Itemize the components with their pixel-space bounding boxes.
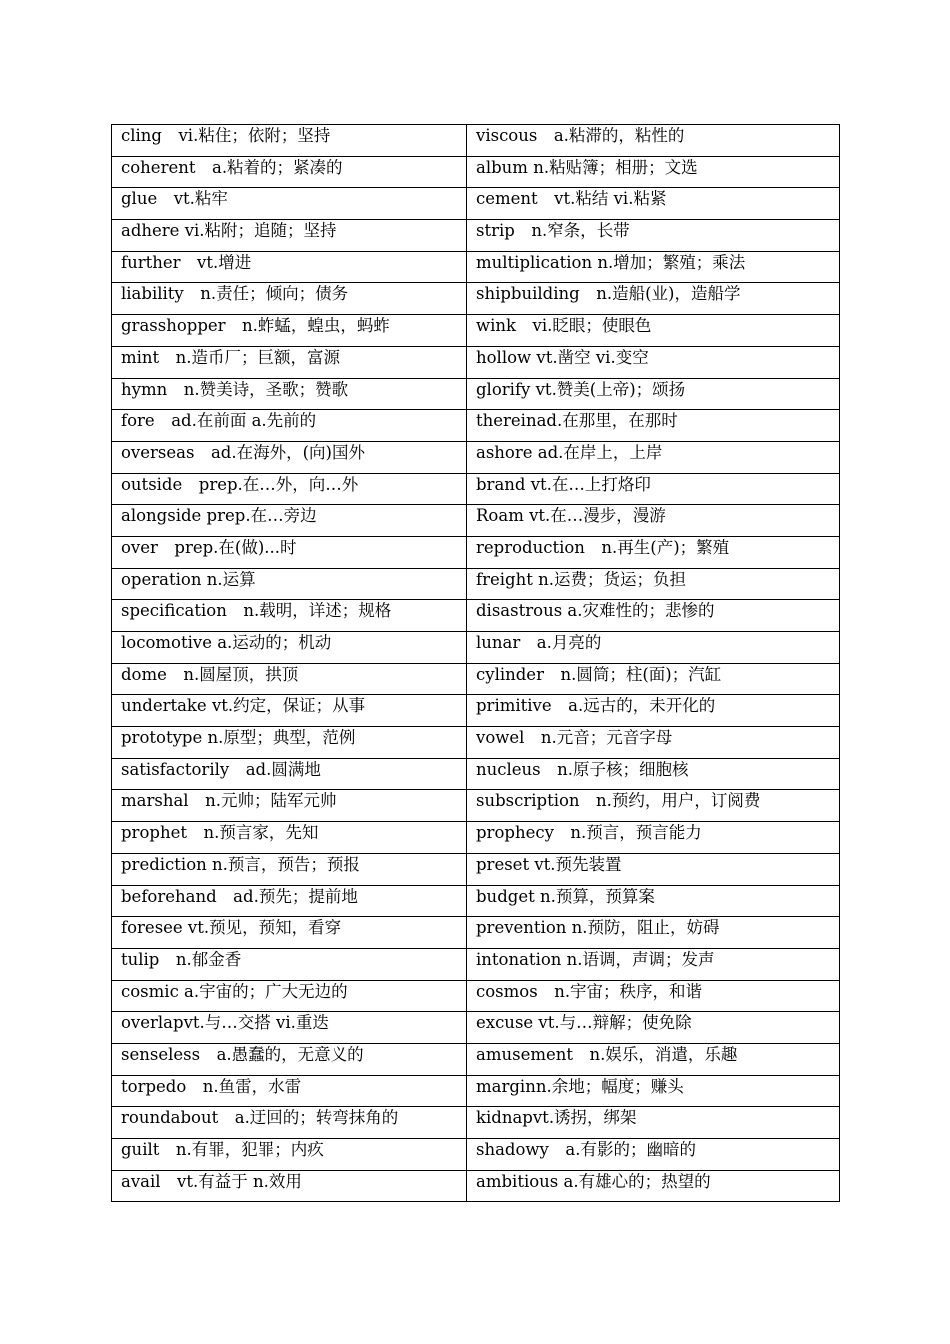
table-row [112, 695, 840, 727]
vocab-entry-right: shipbuilding n.造船(业)，造船学 [467, 283, 840, 315]
vocab-entry-left: marshal n.元帅；陆军元帅 [112, 790, 467, 822]
vocab-entry-right: kidnapvt.诱拐，绑架 [467, 1107, 840, 1139]
vocab-entry-right: album n.粘贴簿；相册；文选 [467, 156, 840, 188]
vocab-entry-left: tulip n.郁金香 [112, 948, 467, 980]
vocab-entry-left: adhere vi.粘附；追随；坚持 [112, 220, 467, 252]
table-row [112, 790, 840, 822]
table-row [112, 1075, 840, 1107]
vocab-entry-left: roundabout a.迂回的；转弯抹角的 [112, 1107, 467, 1139]
table-row [112, 885, 840, 917]
vocab-entry-right: lunar a.月亮的 [467, 632, 840, 664]
table-row [112, 251, 840, 283]
table-row [112, 1107, 840, 1139]
vocab-entry-right: prevention n.预防，阻止，妨碍 [467, 917, 840, 949]
table-row [112, 632, 840, 664]
vocab-entry-right: cement vt.粘结 vi.粘紧 [467, 188, 840, 220]
vocab-entry-right: subscription n.预约，用户，订阅费 [467, 790, 840, 822]
vocab-entry-left: specification n.载明，详述；规格 [112, 600, 467, 632]
vocab-entry-left: beforehand ad.预先；提前地 [112, 885, 467, 917]
table-row [112, 220, 840, 252]
table-row [112, 378, 840, 410]
vocab-entry-right: freight n.运费；货运；负担 [467, 568, 840, 600]
table-row [112, 1170, 840, 1202]
vocab-entry-right: strip n.窄条，长带 [467, 220, 840, 252]
vocab-entry-left: fore ad.在前面 a.先前的 [112, 410, 467, 442]
vocab-entry-left: further vt.增进 [112, 251, 467, 283]
vocab-entry-left: overseas ad.在海外，(向)国外 [112, 441, 467, 473]
table-row [112, 1043, 840, 1075]
table-row [112, 917, 840, 949]
table-row [112, 441, 840, 473]
table-row [112, 758, 840, 790]
table-row [112, 1012, 840, 1044]
table-row [112, 283, 840, 315]
table-row [112, 568, 840, 600]
vocab-entry-right: marginn.余地；幅度；赚头 [467, 1075, 840, 1107]
vocab-entry-right: preset vt.预先装置 [467, 853, 840, 885]
vocab-entry-left: undertake vt.约定，保证；从事 [112, 695, 467, 727]
vocab-entry-right: brand vt.在…上打烙印 [467, 473, 840, 505]
table-row [112, 188, 840, 220]
table-row [112, 948, 840, 980]
vocabulary-table-body [112, 125, 840, 1202]
vocab-entry-left: overlapvt.与…交搭 vi.重迭 [112, 1012, 467, 1044]
vocab-entry-left: prototype n.原型；典型，范例 [112, 727, 467, 759]
vocab-entry-right: prophecy n.预言，预言能力 [467, 822, 840, 854]
vocab-entry-right: primitive a.远古的，未开化的 [467, 695, 840, 727]
vocab-entry-right: cosmos n.宇宙；秩序，和谐 [467, 980, 840, 1012]
vocab-entry-right: disastrous a.灾难性的；悲惨的 [467, 600, 840, 632]
table-row [112, 156, 840, 188]
vocab-entry-right: budget n.预算，预算案 [467, 885, 840, 917]
vocab-entry-right: ashore ad.在岸上，上岸 [467, 441, 840, 473]
table-row [112, 536, 840, 568]
vocab-entry-right: intonation n.语调，声调；发声 [467, 948, 840, 980]
vocab-entry-left: operation n.运算 [112, 568, 467, 600]
vocab-entry-left: guilt n.有罪，犯罪；内疚 [112, 1139, 467, 1171]
table-row [112, 505, 840, 537]
vocab-entry-left: torpedo n.鱼雷，水雷 [112, 1075, 467, 1107]
vocab-entry-left: coherent a.粘着的；紧凑的 [112, 156, 467, 188]
vocab-entry-right: vowel n.元音；元音字母 [467, 727, 840, 759]
table-row [112, 1139, 840, 1171]
vocab-entry-right: multiplication n.增加；繁殖；乘法 [467, 251, 840, 283]
vocab-entry-left: prophet n.预言家，先知 [112, 822, 467, 854]
vocab-entry-left: alongside prep.在…旁边 [112, 505, 467, 537]
vocab-entry-left: cosmic a.宇宙的；广大无边的 [112, 980, 467, 1012]
vocab-entry-left: cling vi.粘住；依附；坚持 [112, 125, 467, 157]
table-row [112, 727, 840, 759]
vocab-entry-left: grasshopper n.蚱蜢，蝗虫，蚂蚱 [112, 315, 467, 347]
table-row [112, 315, 840, 347]
vocab-entry-left: liability n.责任；倾向；债务 [112, 283, 467, 315]
table-row [112, 125, 840, 157]
vocab-entry-right: reproduction n.再生(产)；繁殖 [467, 536, 840, 568]
vocab-entry-right: shadowy a.有影的；幽暗的 [467, 1139, 840, 1171]
vocab-entry-right: amusement n.娱乐，消遣，乐趣 [467, 1043, 840, 1075]
table-row [112, 853, 840, 885]
vocab-entry-left: hymn n.赞美诗，圣歌；赞歌 [112, 378, 467, 410]
vocab-entry-left: foresee vt.预见，预知，看穿 [112, 917, 467, 949]
vocab-entry-left: glue vt.粘牢 [112, 188, 467, 220]
vocab-entry-left: senseless a.愚蠢的，无意义的 [112, 1043, 467, 1075]
vocab-entry-left: avail vt.有益于 n.效用 [112, 1170, 467, 1202]
vocab-entry-left: outside prep.在…外，向…外 [112, 473, 467, 505]
vocab-entry-left: dome n.圆屋顶，拱顶 [112, 663, 467, 695]
table-row [112, 410, 840, 442]
table-row [112, 600, 840, 632]
vocab-entry-right: viscous a.粘滞的，粘性的 [467, 125, 840, 157]
table-row [112, 822, 840, 854]
vocab-entry-right: hollow vt.凿空 vi.变空 [467, 346, 840, 378]
table-row [112, 346, 840, 378]
vocab-entry-left: mint n.造币厂；巨额，富源 [112, 346, 467, 378]
vocab-entry-left: locomotive a.运动的；机动 [112, 632, 467, 664]
vocab-entry-left: over prep.在(做)...时 [112, 536, 467, 568]
table-row [112, 663, 840, 695]
vocab-entry-right: excuse vt.与…辩解；使免除 [467, 1012, 840, 1044]
vocab-entry-right: Roam vt.在…漫步，漫游 [467, 505, 840, 537]
vocab-entry-left: satisfactorily ad.圆满地 [112, 758, 467, 790]
vocab-entry-right: thereinad.在那里，在那时 [467, 410, 840, 442]
vocab-entry-right: ambitious a.有雄心的；热望的 [467, 1170, 840, 1202]
vocab-entry-right: wink vi.眨眼；使眼色 [467, 315, 840, 347]
vocabulary-table [111, 124, 840, 1202]
vocab-entry-right: cylinder n.圆筒；柱(面)；汽缸 [467, 663, 840, 695]
vocab-entry-right: nucleus n.原子核；细胞核 [467, 758, 840, 790]
vocab-entry-left: prediction n.预言，预告；预报 [112, 853, 467, 885]
vocab-entry-right: glorify vt.赞美(上帝)；颂扬 [467, 378, 840, 410]
table-row [112, 473, 840, 505]
table-row [112, 980, 840, 1012]
